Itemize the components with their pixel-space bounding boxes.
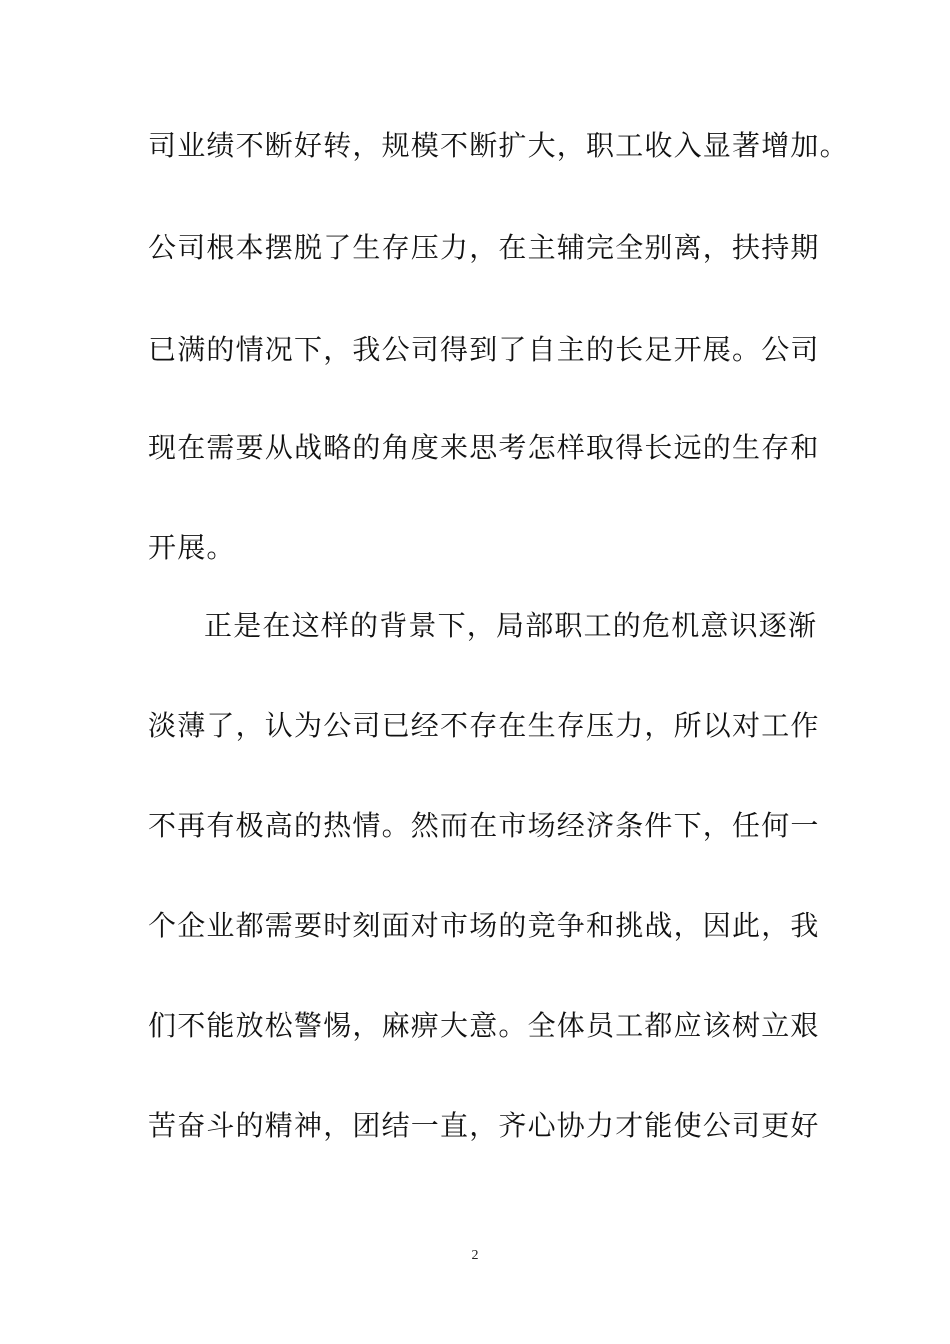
text-line: 淡薄了，认为公司已经不存在生存压力，所以对工作 <box>148 709 820 742</box>
text-line: 公司根本摆脱了生存压力，在主辅完全别离，扶持期 <box>148 231 820 264</box>
text-line: 个企业都需要时刻面对市场的竞争和挑战，因此，我 <box>148 909 820 942</box>
text-line: 已满的情况下，我公司得到了自主的长足开展。公司 <box>148 333 820 366</box>
text-line: 司业绩不断好转，规模不断扩大，职工收入显著增加。 <box>148 129 849 162</box>
paragraph-first-line: 正是在这样的背景下，局部职工的危机意识逐渐 <box>204 609 818 642</box>
text-line: 不再有极高的热情。然而在市场经济条件下，任何一 <box>148 809 820 842</box>
page-number: 2 <box>471 1248 479 1263</box>
text-line: 开展。 <box>148 531 236 564</box>
text-line: 苦奋斗的精神，团结一直，齐心协力才能使公司更好 <box>148 1109 820 1142</box>
text-line: 现在需要从战略的角度来思考怎样取得长远的生存和 <box>148 431 820 464</box>
text-line: 们不能放松警惕，麻痹大意。全体员工都应该树立艰 <box>148 1009 820 1042</box>
